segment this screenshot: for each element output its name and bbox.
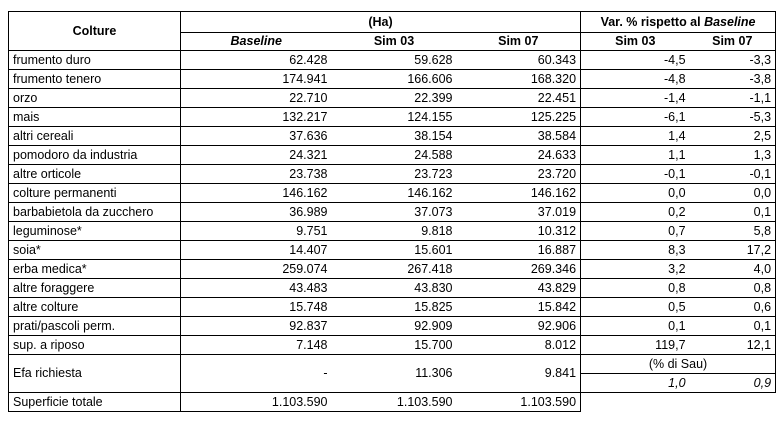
cell-baseline: 259.074	[181, 260, 332, 279]
table-row	[9, 222, 776, 241]
cell-sim07: 9.841	[457, 355, 581, 393]
table-row	[9, 279, 776, 298]
table-row	[9, 241, 776, 260]
cell-sim07: 125.225	[457, 108, 581, 127]
cell-baseline: 92.837	[181, 317, 332, 336]
cell-var03: -4,8	[581, 70, 690, 89]
table-row	[9, 184, 776, 203]
cell-var07: 0,9	[690, 374, 776, 393]
cell-baseline: -	[181, 355, 332, 393]
col-header-var-sim07: Sim 07	[690, 33, 776, 51]
cell-sim03: 43.830	[332, 279, 457, 298]
cell-baseline: 1.103.590	[181, 393, 332, 412]
cell-baseline: 37.636	[181, 127, 332, 146]
cell-var07: -0,1	[690, 165, 776, 184]
cell-sim07: 1.103.590	[457, 393, 581, 412]
cell-baseline: 174.941	[181, 70, 332, 89]
cell-var03: 0,2	[581, 203, 690, 222]
cell-sim07: 8.012	[457, 336, 581, 355]
row-name: soia*	[9, 241, 181, 260]
cell-baseline: 7.148	[181, 336, 332, 355]
row-name: orzo	[9, 89, 181, 108]
col-header-var-sim03: Sim 03	[581, 33, 690, 51]
cell-var07: -1,1	[690, 89, 776, 108]
cell-sim07: 60.343	[457, 51, 581, 70]
cell-sim03: 23.723	[332, 165, 457, 184]
cell-sim03: 59.628	[332, 51, 457, 70]
table-row	[9, 70, 776, 89]
cell-var03: 0,8	[581, 279, 690, 298]
cell-sim03: 38.154	[332, 127, 457, 146]
table-row	[9, 298, 776, 317]
cell-var07: 0,6	[690, 298, 776, 317]
cell-var03: 119,7	[581, 336, 690, 355]
cell-baseline: 14.407	[181, 241, 332, 260]
cell-var03: 0,7	[581, 222, 690, 241]
row-name: colture permanenti	[9, 184, 181, 203]
cell-baseline: 24.321	[181, 146, 332, 165]
cell-sim03: 166.606	[332, 70, 457, 89]
cell-var07: 4,0	[690, 260, 776, 279]
cell-var03: -1,4	[581, 89, 690, 108]
cell-baseline: 43.483	[181, 279, 332, 298]
cell-baseline: 146.162	[181, 184, 332, 203]
table-row	[9, 165, 776, 184]
cell-sim03: 124.155	[332, 108, 457, 127]
cell-sim03: 15.700	[332, 336, 457, 355]
cell-baseline: 62.428	[181, 51, 332, 70]
col-header-sim07: Sim 07	[457, 33, 581, 51]
table-row-total	[9, 393, 776, 412]
cell-var03: -6,1	[581, 108, 690, 127]
cell-sim03: 92.909	[332, 317, 457, 336]
col-group-var	[581, 12, 776, 33]
var-group-prefix: Var. % rispetto al	[600, 14, 705, 29]
cell-sim07: 24.633	[457, 146, 581, 165]
table-footer	[9, 355, 776, 412]
table-row	[9, 127, 776, 146]
var-group-italic: Baseline	[704, 14, 756, 29]
cell-sim07: 16.887	[457, 241, 581, 260]
cell-sim07: 23.720	[457, 165, 581, 184]
cell-var03: 1,4	[581, 127, 690, 146]
cell-sim07: 10.312	[457, 222, 581, 241]
cell-sim03: 9.818	[332, 222, 457, 241]
row-name: erba medica*	[9, 260, 181, 279]
cell-sim03: 15.601	[332, 241, 457, 260]
cell-sim07: 22.451	[457, 89, 581, 108]
cell-sim03: 22.399	[332, 89, 457, 108]
cell-var03: 1,1	[581, 146, 690, 165]
cell-baseline: 36.989	[181, 203, 332, 222]
cell-empty	[581, 393, 690, 412]
crop-area-table	[8, 11, 776, 412]
cell-sim03: 1.103.590	[332, 393, 457, 412]
row-name: sup. a riposo	[9, 336, 181, 355]
cell-sim07: 146.162	[457, 184, 581, 203]
table-row	[9, 317, 776, 336]
cell-sim03: 24.588	[332, 146, 457, 165]
cell-sim03: 11.306	[332, 355, 457, 393]
cell-var07: 0,1	[690, 317, 776, 336]
table-row	[9, 260, 776, 279]
cell-sim07: 38.584	[457, 127, 581, 146]
row-name: altre colture	[9, 298, 181, 317]
table-row	[9, 203, 776, 222]
row-name: altri cereali	[9, 127, 181, 146]
table-row	[9, 146, 776, 165]
row-name: prati/pascoli perm.	[9, 317, 181, 336]
cell-var07: 0,0	[690, 184, 776, 203]
cell-baseline: 132.217	[181, 108, 332, 127]
table-row	[9, 108, 776, 127]
cell-var07: 1,3	[690, 146, 776, 165]
table-body	[9, 51, 776, 355]
row-name: Superficie totale	[9, 393, 181, 412]
cell-var07: 2,5	[690, 127, 776, 146]
cell-var07: -3,8	[690, 70, 776, 89]
cell-var07: 0,1	[690, 203, 776, 222]
row-name: frumento duro	[9, 51, 181, 70]
cell-var03: 3,2	[581, 260, 690, 279]
cell-empty	[690, 393, 776, 412]
table-row	[9, 89, 776, 108]
cell-var03: 0,0	[581, 184, 690, 203]
cell-sim07: 15.842	[457, 298, 581, 317]
col-header-baseline: Baseline	[181, 33, 332, 51]
cell-sim03: 146.162	[332, 184, 457, 203]
cell-var07: 12,1	[690, 336, 776, 355]
cell-var03: 1,0	[581, 374, 690, 393]
cell-var03: 8,3	[581, 241, 690, 260]
row-name: altre orticole	[9, 165, 181, 184]
cell-sim07: 37.019	[457, 203, 581, 222]
cell-var07: -3,3	[690, 51, 776, 70]
col-header-colture: Colture	[9, 12, 181, 51]
col-group-ha: (Ha)	[181, 12, 581, 33]
col-header-sim03: Sim 03	[332, 33, 457, 51]
cell-var07: 17,2	[690, 241, 776, 260]
row-name: barbabietola da zucchero	[9, 203, 181, 222]
cell-sim07: 168.320	[457, 70, 581, 89]
cell-sim03: 267.418	[332, 260, 457, 279]
row-name: mais	[9, 108, 181, 127]
cell-var03: -4,5	[581, 51, 690, 70]
cell-baseline: 9.751	[181, 222, 332, 241]
cell-var07: 0,8	[690, 279, 776, 298]
cell-baseline: 23.738	[181, 165, 332, 184]
cell-var03: 0,5	[581, 298, 690, 317]
cell-sim07: 269.346	[457, 260, 581, 279]
row-name: frumento tenero	[9, 70, 181, 89]
cell-var03: -0,1	[581, 165, 690, 184]
cell-sim03: 15.825	[332, 298, 457, 317]
table-row	[9, 336, 776, 355]
cell-baseline: 15.748	[181, 298, 332, 317]
cell-var07: 5,8	[690, 222, 776, 241]
cell-var07: -5,3	[690, 108, 776, 127]
row-name: Efa richiesta	[9, 355, 181, 393]
row-name: pomodoro da industria	[9, 146, 181, 165]
row-name: altre foraggere	[9, 279, 181, 298]
efa-sau-label: (% di Sau)	[581, 355, 776, 374]
cell-sim03: 37.073	[332, 203, 457, 222]
cell-sim07: 92.906	[457, 317, 581, 336]
cell-sim07: 43.829	[457, 279, 581, 298]
row-name: leguminose*	[9, 222, 181, 241]
table-row	[9, 51, 776, 70]
header-row-group	[9, 12, 776, 33]
cell-baseline: 22.710	[181, 89, 332, 108]
cell-var03: 0,1	[581, 317, 690, 336]
table-row-efa	[9, 355, 776, 374]
